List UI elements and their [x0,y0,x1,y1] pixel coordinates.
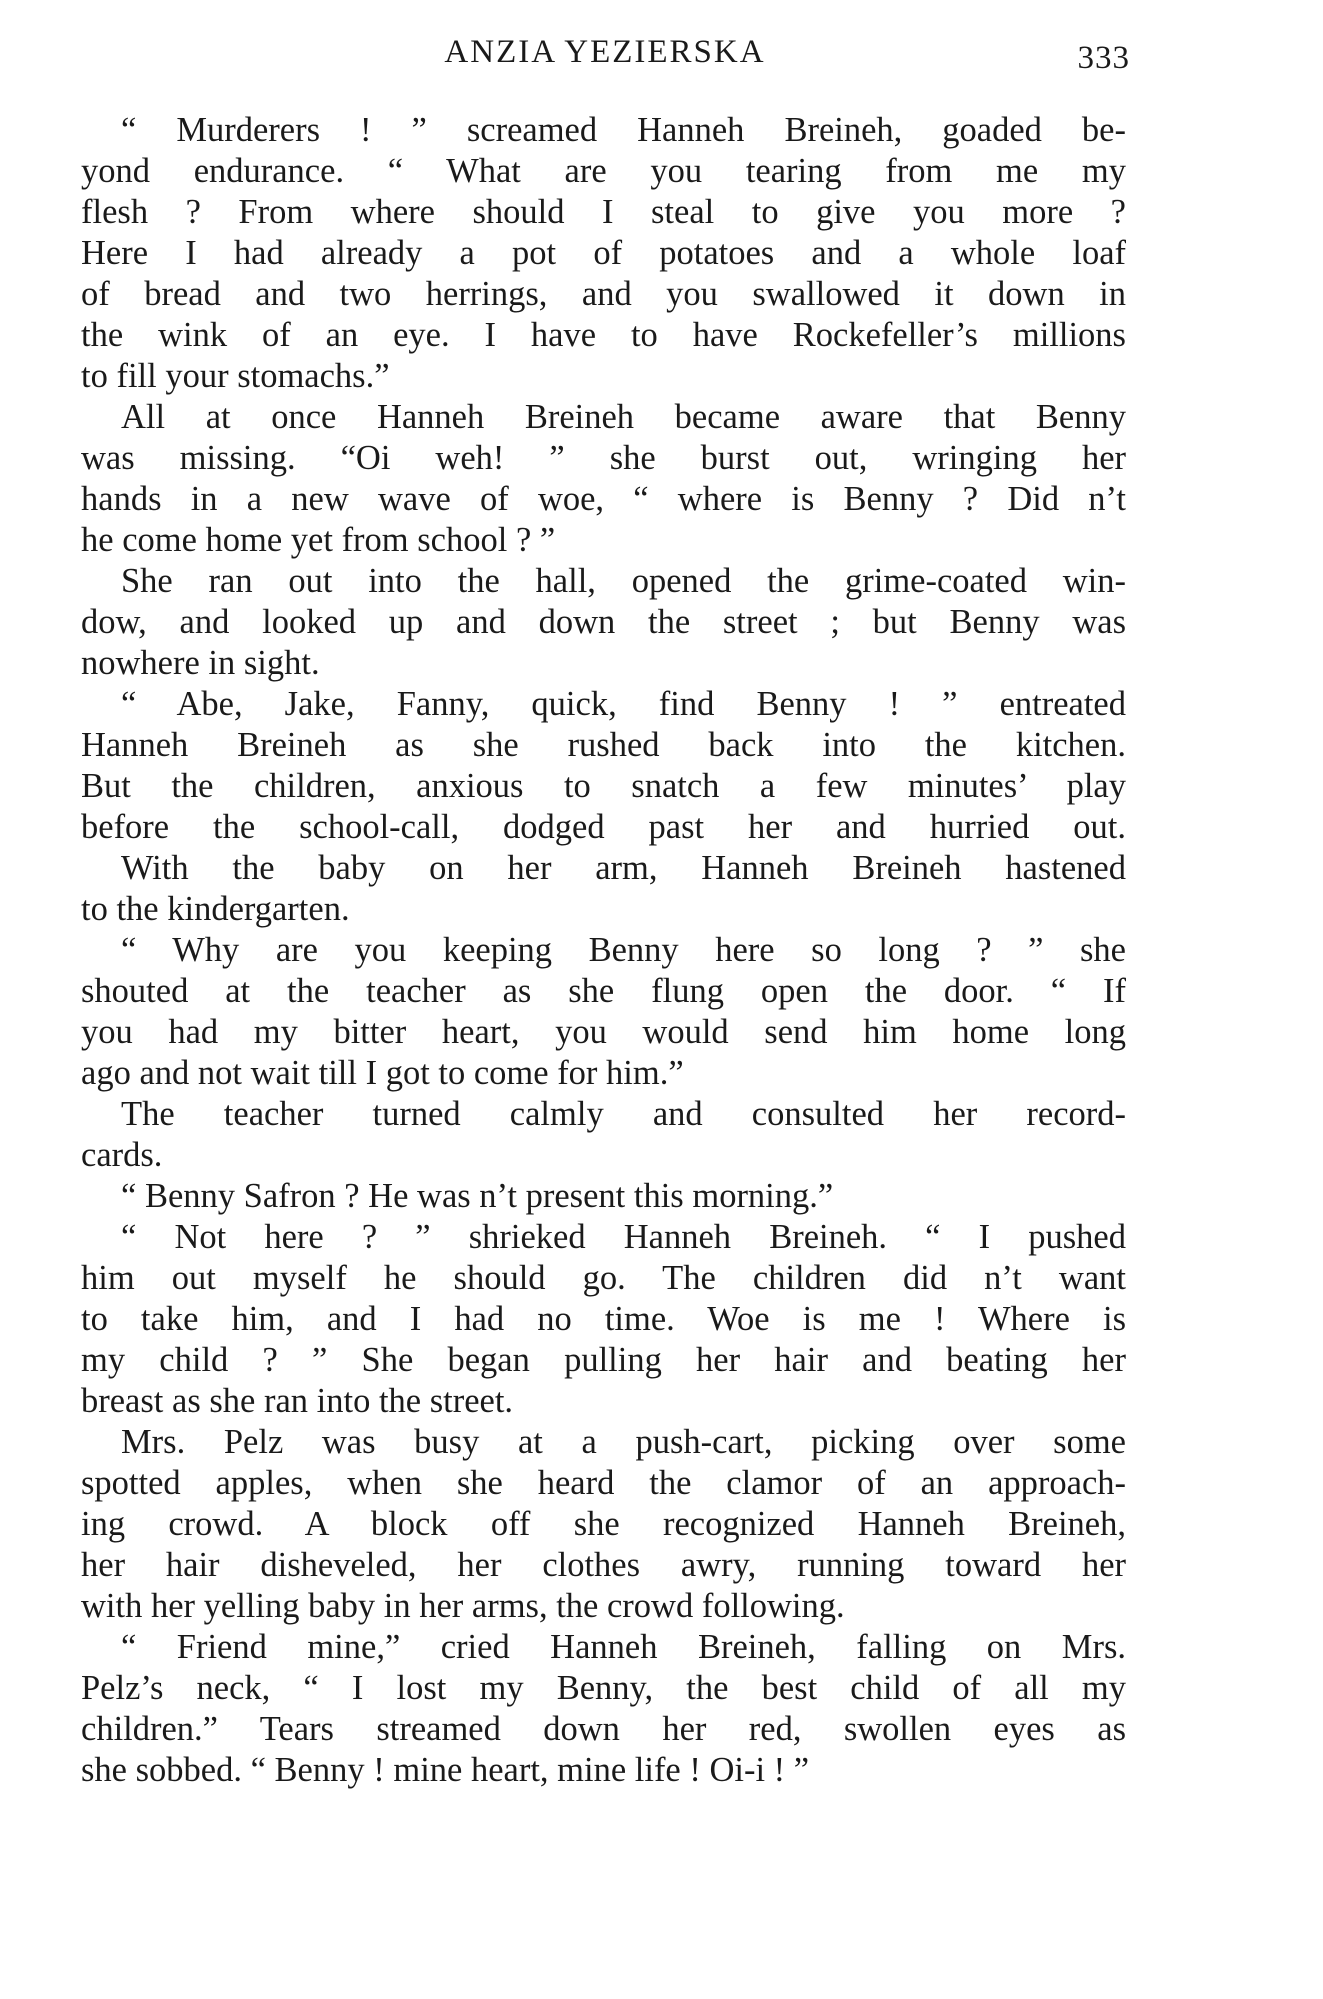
page-number: 333 [1077,40,1130,76]
text-line: he come home yet from school ? ” [81,521,556,559]
text-line: cards. [81,1136,163,1174]
text-line: my child ? ” She began pulling her hair and beating her [81,1341,1126,1379]
text-line: “ Why are you keeping Benny here so long ? ” she [121,931,1126,969]
text-line: Mrs. Pelz was busy at a push-cart, picking over some [121,1423,1126,1461]
text-line: Pelz’s neck, “ I lost my Benny, the best child of all my [81,1669,1126,1707]
text-line: before the school-call, dodged past her and hurried out. [81,808,1126,846]
text-line: she sobbed. “ Benny ! mine heart, mine life ! Oi-i ! ” [81,1751,810,1789]
text-line: him out myself he should go. The children did n’t want [81,1259,1126,1297]
text-line: her hair disheveled, her clothes awry, running toward her [81,1546,1126,1584]
text-line: With the baby on her arm, Hanneh Breineh hastened [121,849,1126,887]
text-line: But the children, anxious to snatch a few minutes’ play [81,767,1126,805]
text-line: The teacher turned calmly and consulted her record- [121,1095,1126,1133]
text-line: spotted apples, when she heard the clamor of an approach- [81,1464,1126,1502]
text-line: was missing. “Oi weh! ” she burst out, wringing her [81,439,1126,477]
text-line: yond endurance. “ What are you tearing from me my [81,152,1126,190]
running-head: ANZIA YEZIERSKA [444,34,766,70]
text-line: Hanneh Breineh as she rushed back into the kitchen. [81,726,1126,764]
text-line: nowhere in sight. [81,644,320,682]
text-line: to take him, and I had no time. Woe is me ! Where is [81,1300,1126,1338]
text-line: ing crowd. A block off she recognized Hanneh Breineh, [81,1505,1126,1543]
text-line: with her yelling baby in her arms, the crowd following. [81,1587,845,1625]
text-line: All at once Hanneh Breineh became aware that Benny [121,398,1126,436]
text-line: to the kindergarten. [81,890,350,928]
text-line: She ran out into the hall, opened the grime-coated win- [121,562,1126,600]
text-line: “ Not here ? ” shrieked Hanneh Breineh. “ I pushed [121,1218,1126,1256]
text-line: children.” Tears streamed down her red, swollen eyes as [81,1710,1126,1748]
text-line: ago and not wait till I got to come for him.” [81,1054,684,1092]
page-header [80,30,1130,80]
text-line: of bread and two herrings, and you swallowed it down in [81,275,1126,313]
text-line: “ Murderers ! ” screamed Hanneh Breineh, goaded be- [121,111,1126,149]
text-line: you had my bitter heart, you would send him home long [81,1013,1126,1051]
text-line: “ Benny Safron ? He was n’t present this morning.” [121,1177,834,1215]
text-line: shouted at the teacher as she flung open the door. “ If [81,972,1126,1010]
text-line: to fill your stomachs.” [81,357,390,395]
text-line: “ Friend mine,” cried Hanneh Breineh, falling on Mrs. [121,1628,1126,1666]
text-line: hands in a new wave of woe, “ where is Benny ? Did n’t [81,480,1126,518]
text-line: breast as she ran into the street. [81,1382,514,1420]
text-line: Here I had already a pot of potatoes and a whole loaf [81,234,1126,272]
text-line: dow, and looked up and down the street ; but Benny was [81,603,1126,641]
text-line: “ Abe, Jake, Fanny, quick, find Benny ! ” entreated [121,685,1126,723]
text-line: the wink of an eye. I have to have Rockefeller’s millions [81,316,1126,354]
text-line: flesh ? From where should I steal to give you more ? [81,193,1126,231]
body-text [81,110,1126,1791]
